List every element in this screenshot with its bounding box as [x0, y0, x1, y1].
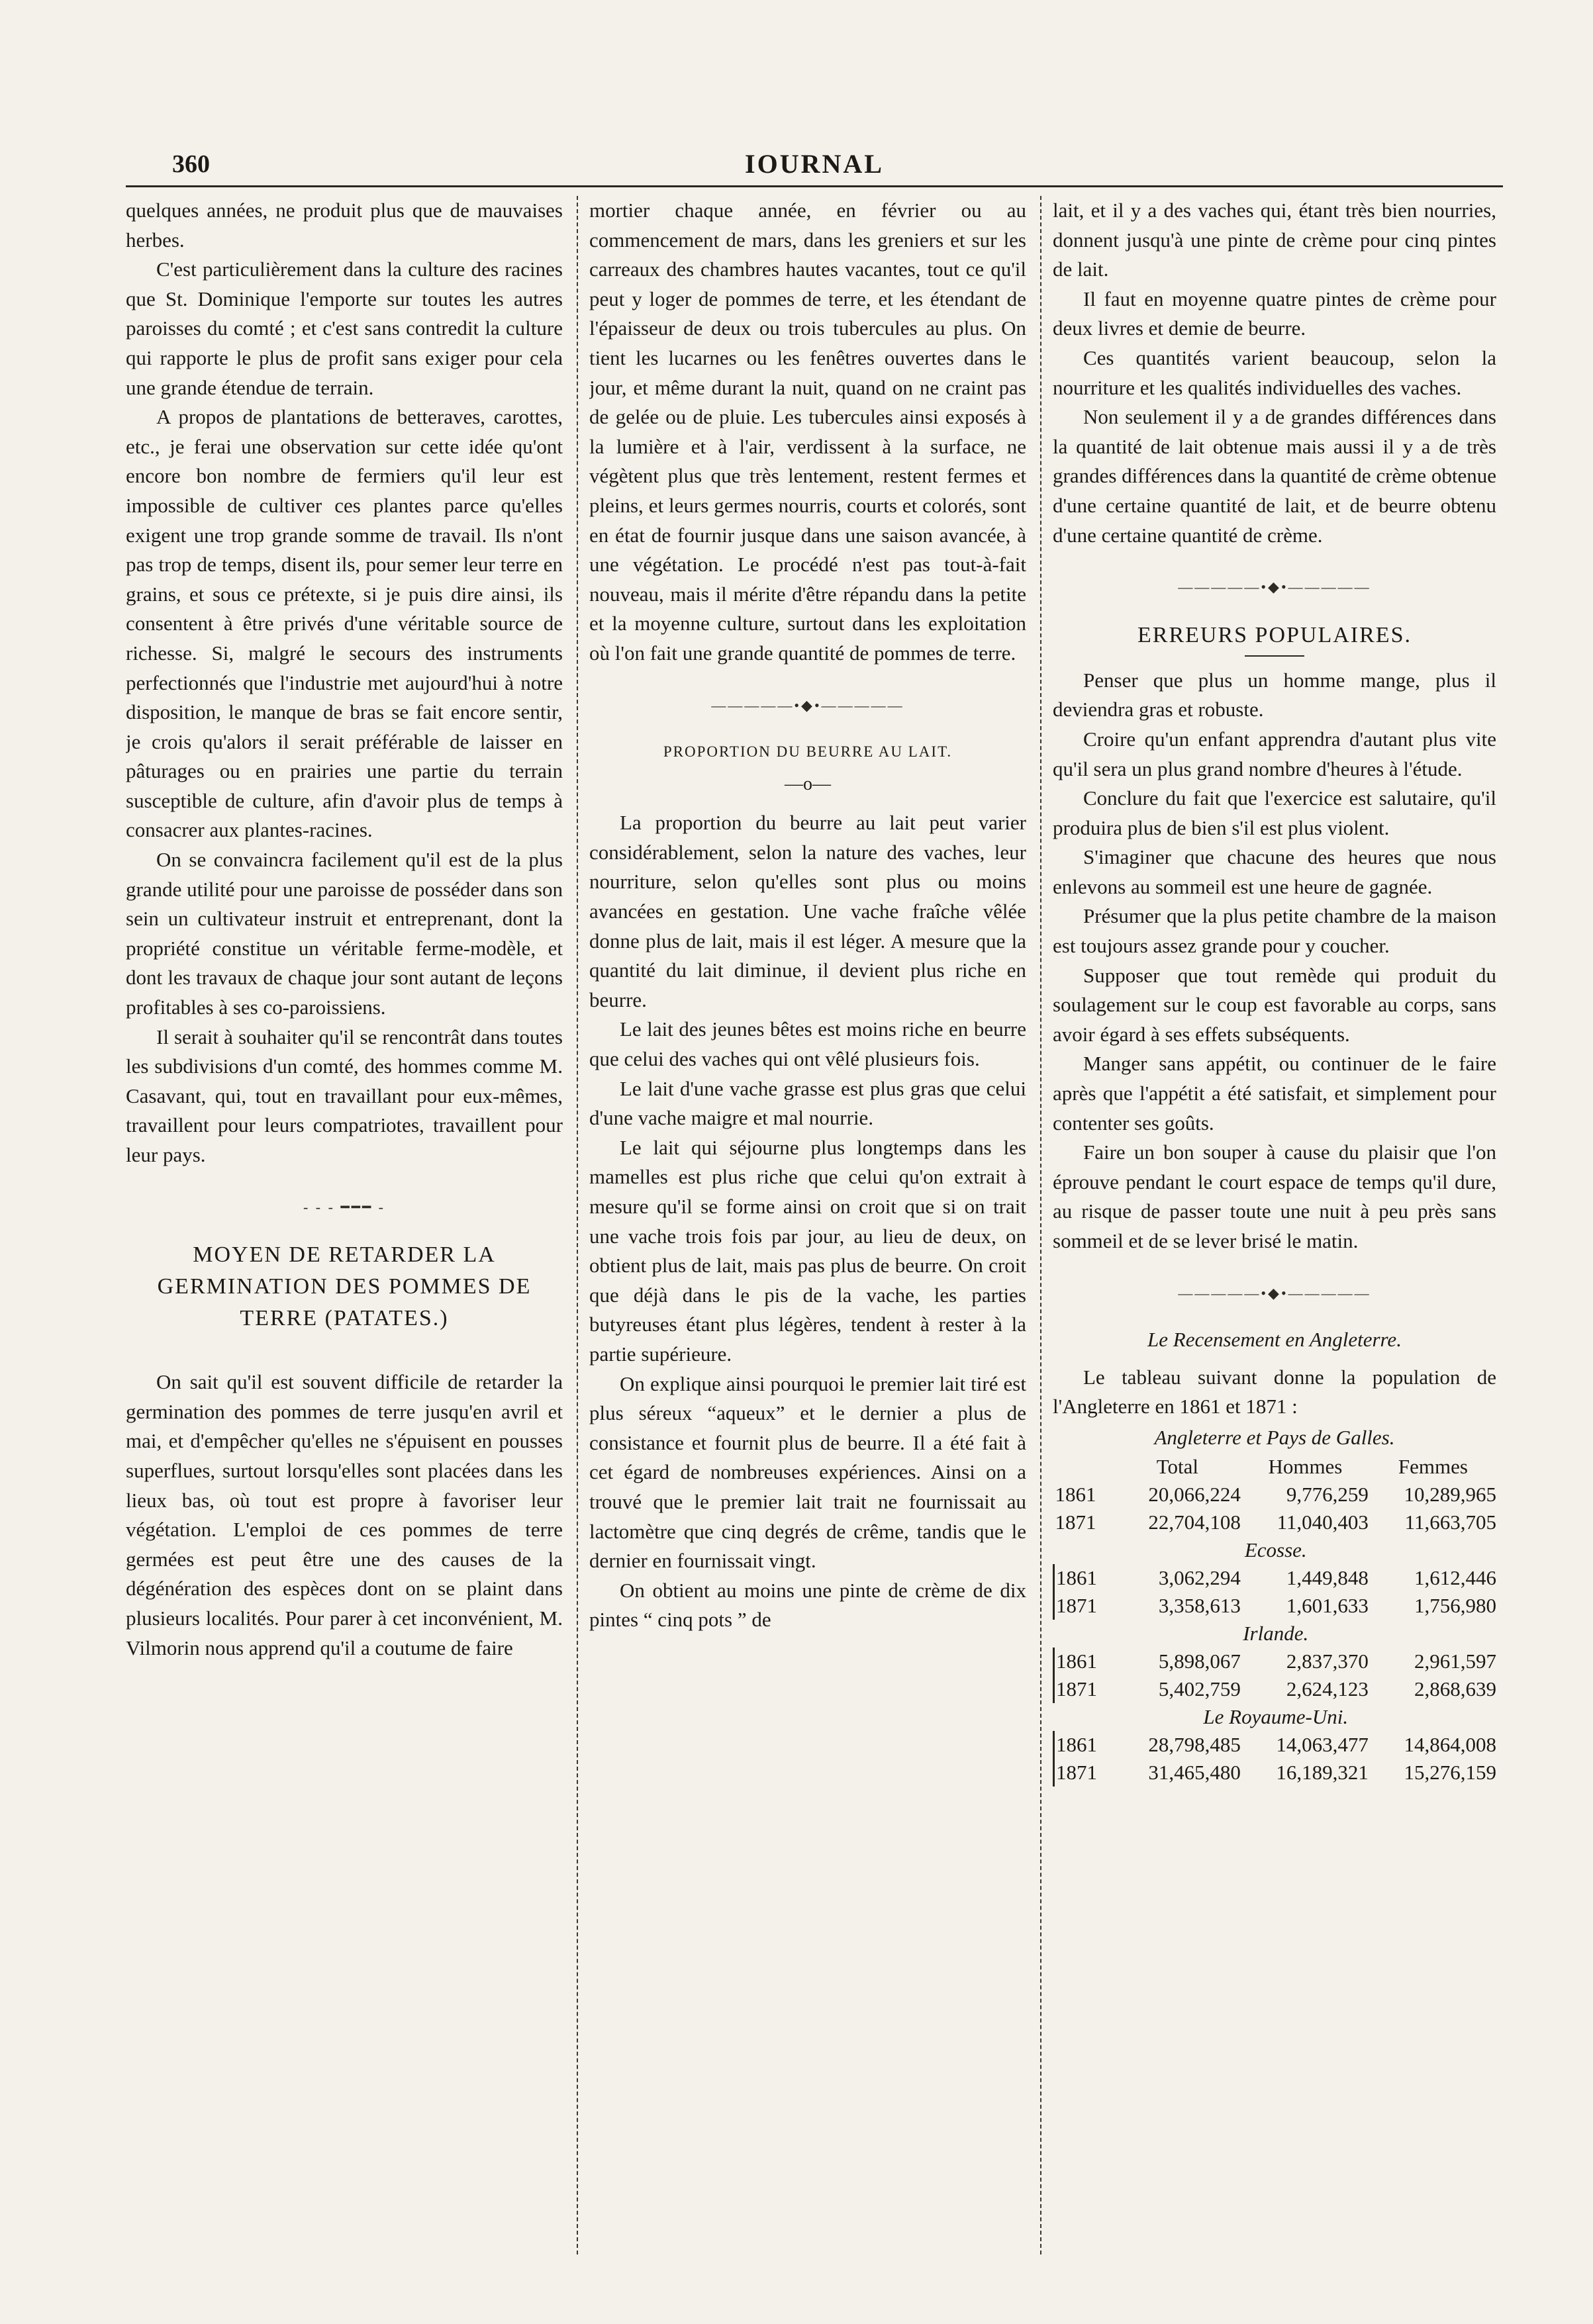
- census-region-row: [1054, 1703, 1497, 1731]
- census-total: 20,066,224: [1148, 1482, 1241, 1506]
- ornament-divider: —————•◆•—————: [711, 696, 904, 714]
- paragraph: Non seulement il y a de grandes différences dans la quantité de lait obtenue mais aussi il y a de très grandes différences dans la quantité de crème obtenue d'une certaine quantité de lait, et de beurre obtenu d'une certaine quantité de crème.: [1053, 405, 1496, 547]
- column-divider: [1040, 196, 1041, 2254]
- paragraph: mortier chaque année, en février ou au commencement de mars, dans les greniers et sur les carreaux des chambres hautes vacantes, tout ce qu'il peut y loger de pommes de terre, et les étendant de l'épaisseur de deux ou trois tubercules au plus. On tient les lucarnes ou les fenêtres ouvertes dans le jour, et même durant la nuit, quand on ne craint pas de gelée ou de pluie. Les tubercules ainsi exposés à la lumière et à l'air, verdissent à la surface, ne végètent plus que très lentement, restent fermes et pleins, et leurs germes nourris, courts et colorés, sont en état de fournir jusque dans une saison avancée, à une végétation. Le procédé n'est pas tout-à-fait nouveau, mais il mérite d'être répandu dans la petite et la moyenne culture, surtout dans les exploitation où l'on fait une grande quantité de pommes de terre.: [589, 199, 1026, 665]
- census-hommes: 14,063,477: [1276, 1732, 1369, 1756]
- title-rule: [1245, 655, 1304, 657]
- census-femmes: 1,612,446: [1414, 1565, 1496, 1589]
- census-header-row: [1054, 1453, 1497, 1481]
- paragraph: Le lait des jeunes bêtes est moins riche en beurre que celui des vaches qui ont vêlé plusieurs fois.: [589, 1017, 1026, 1071]
- paragraph: Il serait à souhaiter qu'il se rencontrât dans toutes les subdivisions d'un comté, des hommes comme M. Casavant, qui, tout en travaillant pour eux-mêmes, travaillent pour leurs compatriotes, travaillent pour leur pays.: [126, 1025, 563, 1166]
- census-femmes: 11,663,705: [1404, 1510, 1496, 1534]
- census-region-row: [1054, 1536, 1497, 1564]
- columns: [126, 196, 1503, 2248]
- column-divider: [577, 196, 578, 2254]
- article-title: Le Recensement en Angleterre.: [1147, 1328, 1402, 1352]
- article-title: MOYEN DE RETARDER LA GERMINATION DES POMMES DE TERRE (PATATES.): [157, 1242, 532, 1331]
- paragraph: Le lait d'une vache grasse est plus gras que celui d'une vache maigre et mal nourrie.: [589, 1076, 1026, 1130]
- ornament-divider: - - - ━━━ -: [303, 1198, 386, 1215]
- column-2: [589, 196, 1026, 2254]
- census-femmes: 14,864,008: [1404, 1732, 1496, 1756]
- census-row: [1054, 1509, 1497, 1536]
- census-hommes: 2,837,370: [1286, 1649, 1369, 1673]
- census-row: [1054, 1592, 1497, 1620]
- title-ornament: —o—: [785, 773, 831, 794]
- newspaper-page: [126, 146, 1503, 2264]
- census-hommes: 2,624,123: [1286, 1677, 1369, 1700]
- paragraph: On sait qu'il est souvent difficile de retarder la germination des pommes de terre jusqu'en avril et mai, et d'empêcher qu'elles ne s'épuisent en pousses superflues, surtout lorsqu'elles sont placées dans les lieux bas, où tout est propre à favoriser leur végétation. L'emploi de ces pommes de terre germées est peut être une des causes de la dégénération des espèces dont on se plaint dans plusieurs localités. Pour parer à cet inconvénient, M. Vilmorin nous apprend qu'il a coutume de faire: [126, 1370, 563, 1659]
- running-title: IOURNAL: [745, 149, 884, 179]
- census-region: Le Royaume-Uni.: [1203, 1704, 1349, 1728]
- page-header: [126, 146, 1503, 187]
- census-year: 1871: [1054, 1675, 1113, 1703]
- census-total: 3,358,613: [1158, 1593, 1241, 1617]
- paragraph: Présumer que la plus petite chambre de la maison est toujours assez grande pour y coucher.: [1053, 904, 1496, 958]
- paragraph: La proportion du beurre au lait peut varier considérablement, selon la nature des vaches, leur nourriture, selon qu'elles sont plus ou moins avancées en gestation. Une vache fraîche vêlée donne plus de lait, mais il est léger. A mesure que la quantité du lait diminue, il devient plus riche en beurre.: [589, 811, 1026, 1011]
- paragraph: On obtient au moins une pinte de crème de dix pintes “ cinq pots ” de: [589, 1578, 1026, 1632]
- article-title: ERREURS POPULAIRES.: [1137, 622, 1412, 647]
- column-header: Hommes: [1268, 1454, 1343, 1478]
- census-femmes: 2,961,597: [1414, 1649, 1496, 1673]
- census-row: [1054, 1564, 1497, 1592]
- census-total: 5,402,759: [1158, 1677, 1241, 1700]
- paragraph: Conclure du fait que l'exercice est salutaire, qu'il produira plus de bien s'il est plus violent.: [1053, 786, 1496, 839]
- census-total: 5,898,067: [1158, 1649, 1241, 1673]
- paragraph: Penser que plus un homme mange, plus il deviendra gras et robuste.: [1053, 668, 1496, 721]
- column-header: Total: [1156, 1454, 1198, 1478]
- column-header: Femmes: [1398, 1454, 1468, 1478]
- column-3: [1053, 196, 1496, 2254]
- paragraph: quelques années, ne produit plus que de mauvaises herbes.: [126, 199, 563, 252]
- paragraph: On explique ainsi pourquoi le premier lait tiré est plus séreux “aqueux” et le dernier a plus de consistance et fournit plus de beurre. Il a été fait à cet égard de nombreuses expériences. Ainsi on a trouvé que le premier lait trait ne fournissait au lactomètre que cinq degrés de crême, tandis que le dernier en fournissait vingt.: [589, 1371, 1026, 1573]
- census-region: Irlande.: [1243, 1621, 1309, 1645]
- census-region: Ecosse.: [1244, 1538, 1307, 1561]
- paragraph: A propos de plantations de betteraves, carottes, etc., je ferai une observation sur cette idée qu'ont encore bon nombre de fermiers qu'il leur est impossible de cultiver ces plantes parce qu'elles exigent une trop grande somme de travail. Ils n'ont pas trop de temps, disent ils, pour semer leur terre en grains, et sous ce prétexte, si je puis dire ainsi, ils consentent à être privés d'une véritable source de richesse. Si, malgré le secours des instruments perfectionnés que l'industrie met aujourd'hui à notre disposition, le manque de bras se fait encore sentir, je crois qu'alors il serait préférable de laisser en pâturages ou en prairies une partie du terrain susceptible de culture, afin d'avoir plus de temps à consacrer aux plantes-racines.: [126, 405, 563, 842]
- paragraph: On se convaincra facilement qu'il est de la plus grande utilité pour une paroisse de posséder dans son sein un cultivateur instruit et entreprenant, dont la propriété constitue un véritable ferme-modèle, et dont les travaux de chaque jour sont autant de leçons profitables à ses co-paroissiens.: [126, 848, 563, 1019]
- census-hommes: 16,189,321: [1276, 1760, 1369, 1784]
- census-hommes: 11,040,403: [1277, 1510, 1369, 1534]
- census-region-row: [1054, 1620, 1497, 1648]
- census-year: 1861: [1054, 1648, 1113, 1675]
- census-row: [1054, 1648, 1497, 1675]
- census-year: 1871: [1055, 1510, 1096, 1534]
- census-row: [1054, 1759, 1497, 1787]
- census-total: 31,465,480: [1148, 1760, 1241, 1784]
- paragraph: Le tableau suivant donne la population de l'Angleterre en 1861 et 1871 :: [1053, 1365, 1496, 1418]
- census-row: [1054, 1675, 1497, 1703]
- census-femmes: 2,868,639: [1414, 1677, 1496, 1700]
- paragraph: Supposer que tout remède qui produit du soulagement sur le coup est favorable au corps, sans avoir égard à ses effets subséquents.: [1053, 963, 1496, 1046]
- ornament-divider: —————•◆•—————: [1178, 1284, 1371, 1301]
- paragraph: S'imaginer que chacune des heures que nous enlevons au sommeil est une heure de gagnée.: [1053, 845, 1496, 898]
- paragraph: Le lait qui séjourne plus longtemps dans les mamelles est plus riche que celui qu'on extrait à mesure qu'il se forme ainsi on croit que si on trait une vache trois fois par jour, au lieu de deux, on obtient plus de lait, mais pas plus de beurre. On croit que déjà dans le pis de la vache, les parties butyreuses étant plus légères, tendent à rester à la partie supérieure.: [589, 1135, 1026, 1366]
- census-region: Angleterre et Pays de Galles.: [1154, 1425, 1395, 1449]
- paragraph: lait, et il y a des vaches qui, étant très bien nourries, donnent jusqu'à une pinte de crème pour cinq pintes de lait.: [1053, 199, 1496, 281]
- paragraph: Il faut en moyenne quatre pintes de crème pour deux livres et demie de beurre.: [1053, 287, 1496, 340]
- census-table: [1053, 1453, 1496, 1787]
- census-femmes: 1,756,980: [1414, 1593, 1496, 1617]
- census-hommes: 9,776,259: [1286, 1482, 1369, 1506]
- census-year: 1861: [1055, 1482, 1096, 1506]
- article-title: PROPORTION DU BEURRE AU LAIT.: [663, 743, 953, 761]
- census-total: 3,062,294: [1158, 1565, 1241, 1589]
- paragraph: Manger sans appétit, ou continuer de le faire après que l'appétit a été satisfait, et simplement pour contenter ses goûts.: [1053, 1052, 1496, 1135]
- census-year: 1871: [1054, 1592, 1113, 1620]
- census-femmes: 15,276,159: [1404, 1760, 1496, 1784]
- census-total: 28,798,485: [1148, 1732, 1241, 1756]
- census-year: 1861: [1054, 1731, 1113, 1759]
- census-year: 1861: [1054, 1564, 1113, 1592]
- census-row: [1054, 1481, 1497, 1509]
- paragraph: C'est particulièrement dans la culture des racines que St. Dominique l'emporte sur toutes les autres paroisses du comté ; et c'est sans contredit la culture qui rapporte le plus de profit sans exiger pour cela une grande étendue de terrain.: [126, 257, 563, 399]
- census-total: 22,704,108: [1148, 1510, 1241, 1534]
- paragraph: Faire un bon souper à cause du plaisir que l'on éprouve pendant le court espace de temps qu'il dure, au risque de passer toute une nuit à peu près sans sommeil et de se lever brisé le matin.: [1053, 1140, 1496, 1252]
- paragraph: Ces quantités varient beaucoup, selon la nourriture et les qualités individuelles des vaches.: [1053, 346, 1496, 399]
- census-hommes: 1,601,633: [1286, 1593, 1369, 1617]
- census-femmes: 10,289,965: [1404, 1482, 1496, 1506]
- ornament-divider: —————•◆•—————: [1178, 579, 1371, 596]
- census-row: [1054, 1731, 1497, 1759]
- page-number: 360: [172, 150, 210, 178]
- paragraph: Croire qu'un enfant apprendra d'autant plus vite qu'il sera un plus grand nombre d'heures à l'étude.: [1053, 727, 1496, 780]
- column-1: [126, 196, 563, 2254]
- census-hommes: 1,449,848: [1286, 1565, 1369, 1589]
- census-year: 1871: [1054, 1759, 1113, 1787]
